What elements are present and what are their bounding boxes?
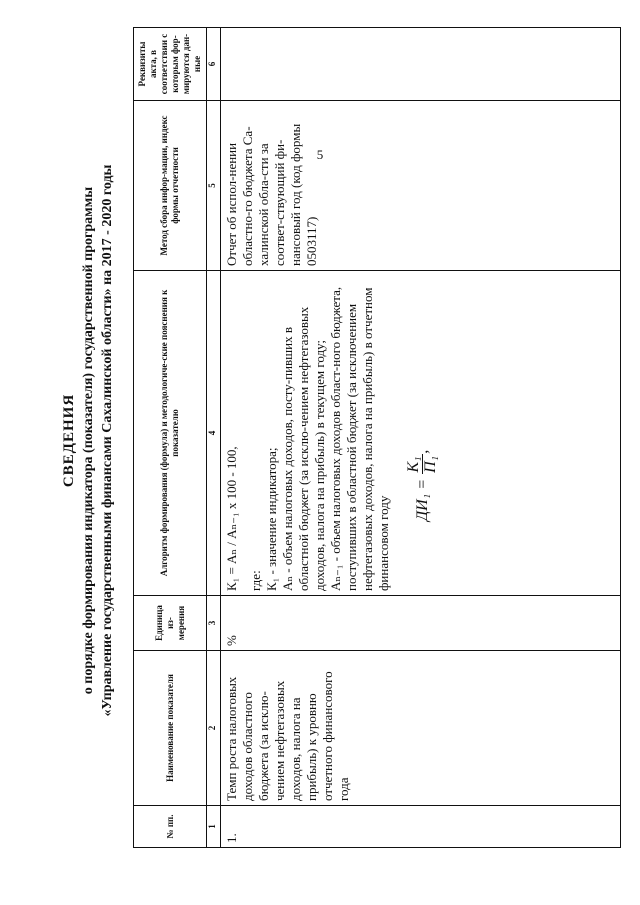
title-line-2: о порядке формирования индикатора (показателя) государственной программы	[81, 186, 96, 695]
formula-main: К₁ = Аₙ / Аₙ₋₁ х 100 - 100,	[224, 446, 239, 591]
formula-di	[406, 275, 439, 521]
col-number: 1	[207, 806, 221, 848]
header-algorithm: Алгоритм формирования (формула) и методологиче-ские пояснения к показателю	[134, 271, 207, 596]
title-line-3: «Управление государственными финансами Сахалинской области» на 2017 - 2020 годы	[100, 164, 115, 717]
indicator-name: Темп роста налоговых доходов областного бюджета (за исклю-чением нефтегазовых доходов, налога на прибыль) к уровню отчетного финансового года	[221, 651, 621, 806]
header-method: Метод сбора инфор-мации, индекс формы отчетности	[134, 101, 207, 271]
formula-numerator: К₁	[405, 456, 422, 473]
formula-lhs: ДИ₁ =	[413, 478, 431, 521]
col-number: 3	[207, 596, 221, 651]
collection-method: Отчет об испол-нении областно-го бюджета Са-халинской обла-сти за соответ-ствующий фи-нансовый год (код формы 0503117)	[221, 101, 621, 271]
rotated-page	[60, 13, 620, 868]
algorithm-def-an: Аₙ - объем налоговых доходов, посту-пивших в областной бюджет (за исклю-чением нефтегазовых доходов, налога на прибыль) в текущем году;	[280, 306, 327, 591]
indicator-table	[133, 27, 621, 848]
col-number: 4	[207, 271, 221, 596]
algorithm-where: где:	[248, 570, 263, 591]
header-unit: Единица из-мерения	[134, 596, 207, 651]
table-row	[221, 28, 621, 848]
table-header-row	[134, 28, 207, 848]
formula-fraction	[406, 454, 439, 475]
title-line-1: СВЕДЕНИЯ	[61, 393, 77, 488]
formula-tail: ,	[413, 449, 431, 454]
algorithm-cell	[221, 271, 621, 596]
header-name: Наименование показателя	[134, 651, 207, 806]
row-number: 1.	[221, 806, 621, 848]
col-number: 6	[207, 28, 221, 101]
algorithm-def-an1: Аₙ₋₁ - объем налоговых доходов област-ного бюджета, поступивших в областной бюджет (за исключением нефтегазовых доходов, налога на прибыль) в отчетном финансовом году	[328, 286, 391, 591]
header-num: № пп.	[134, 806, 207, 848]
header-act: Реквизиты акта, в соответствии с которым фор-мируются дан-ные	[134, 28, 207, 101]
unit-of-measure: %	[221, 596, 621, 651]
page-number: 5	[316, 147, 324, 162]
column-number-row	[207, 28, 221, 848]
formula-denominator: П₁	[422, 455, 439, 473]
algorithm-def-k1: К₁ - значение индикатора;	[264, 447, 279, 591]
algorithm-spacer	[240, 275, 248, 591]
act-details	[221, 28, 621, 101]
document-title	[60, 13, 117, 868]
col-number: 5	[207, 101, 221, 271]
col-number: 2	[207, 651, 221, 806]
